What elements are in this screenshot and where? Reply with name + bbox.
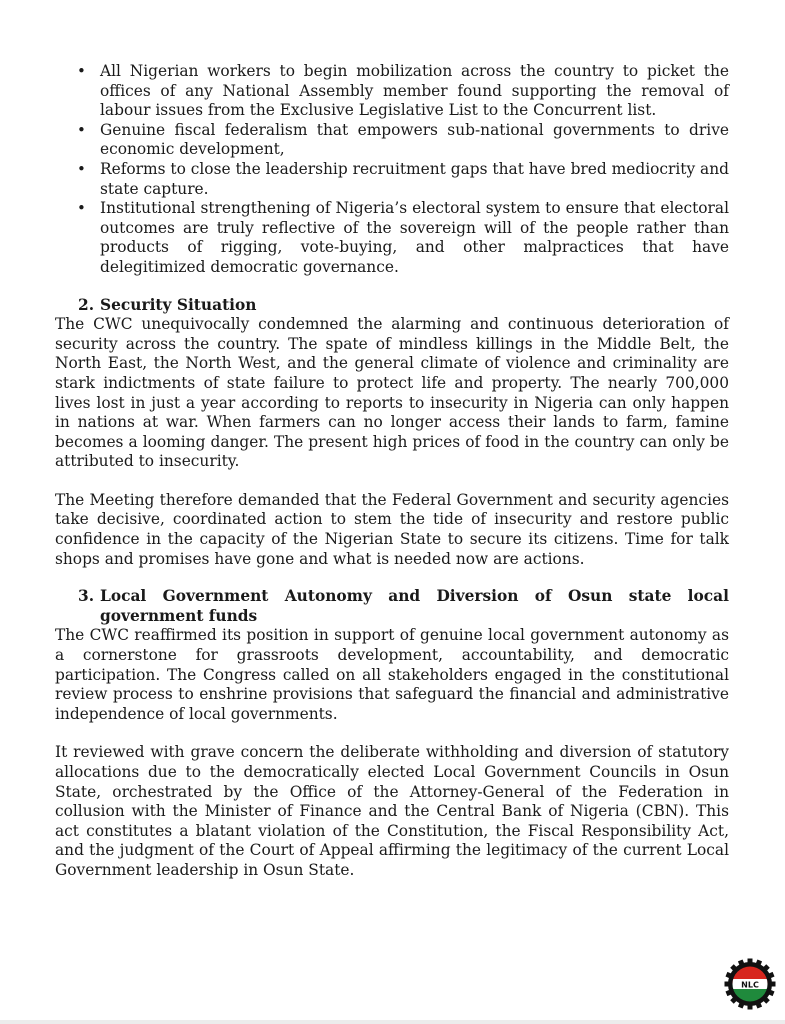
bullet-icon: • — [77, 199, 86, 218]
nlc-logo — [724, 958, 776, 1010]
paragraph: It reviewed with grave concern the deliberate withholding and diversion of statutory allocations due to the democratically elected Local Government Councils in Osun State, orchestrated by the Office of the Attorney-General of the Federation in collusion with the Minister of Finance and the Central Bank of Nigeria (CBN). This act constitutes a blatant violation of the Constitution, the Fiscal Responsibility Act, and the judgment of the Court of Appeal affirming the legitimacy of the current Local Government leadership in Osun State. — [55, 743, 729, 879]
document-page — [55, 62, 729, 881]
list-item — [55, 199, 729, 277]
list-item — [55, 121, 729, 160]
section-number: 3. — [78, 587, 95, 606]
page-bottom-edge — [0, 1020, 785, 1024]
section-number: 2. — [78, 295, 95, 314]
section-title: Local Government Autonomy and Diversion of Osun state local government funds — [100, 587, 729, 625]
bullet-icon: • — [77, 62, 86, 80]
logo-text: NLC — [741, 980, 759, 990]
list-item-text: Reforms to close the leadership recruitment gaps that have bred mediocrity and state capture. — [100, 159, 729, 198]
section-heading-local-government — [55, 587, 729, 626]
bullet-icon: • — [77, 159, 86, 178]
section-title: Security Situation — [100, 295, 257, 314]
list-item — [55, 160, 729, 199]
paragraph: The CWC reaffirmed its position in support of genuine local government autonomy as a cornerstone for grassroots development, accountability, and democratic participation. The Congress called on all stakeholders engaged in the constitutional review process to enshrine provisions that safeguard the financial and administrative independence of local governments. — [55, 626, 729, 723]
list-item-text: All Nigerian workers to begin mobilization across the country to picket the offices of any National Assembly member found supporting the removal of labour issues from the Exclusive Legislative List to the Concurrent list. — [100, 62, 729, 120]
list-item-text: Institutional strengthening of Nigeria’s electoral system to ensure that electoral outcomes are truly reflective of the sovereign will of the people rather than products of rigging, vote-buying, and other malpractices that have delegitimized democratic governance. — [100, 199, 729, 276]
section-heading-security — [55, 296, 729, 316]
paragraph: The CWC unequivocally condemned the alarming and continuous deterioration of security across the country. The spate of mindless killings in the Middle Belt, the North East, the North West, and the general climate of violence and criminality are stark indictments of state failure to protect life and property. The nearly 700,000 lives lost in just a year according to reports to insecurity in Nigeria can only happen in nations at war. When farmers can no longer access their lands to farm, famine becomes a looming danger. The present high prices of food in the country can only be attributed to insecurity. — [55, 315, 729, 471]
paragraph: The Meeting therefore demanded that the Federal Government and security agencies take decisive, coordinated action to stem the tide of insecurity and restore public confidence in the capacity of the Nigerian State to secure its citizens. Time for talk shops and promises have gone and what is needed now are actions. — [55, 490, 729, 568]
nlc-logo-icon — [724, 958, 776, 1010]
demands-list — [55, 62, 729, 278]
list-item-text: Genuine fiscal federalism that empowers sub-national governments to drive economic development, — [100, 120, 729, 159]
bullet-icon: • — [77, 120, 86, 139]
list-item — [55, 62, 729, 121]
